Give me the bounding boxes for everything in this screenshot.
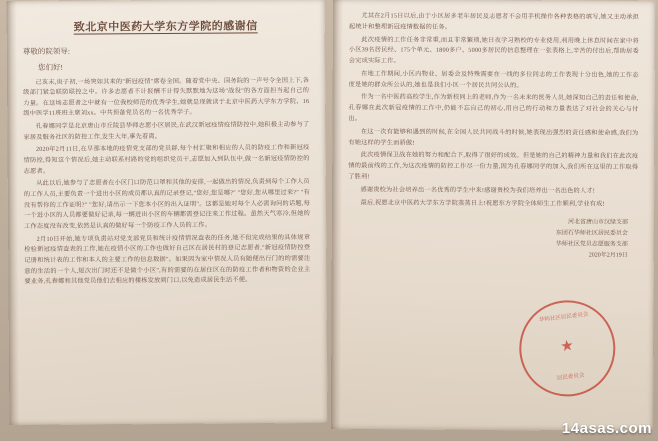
letter-page-left-content — [7, 0, 328, 425]
left-paragraph-2: 孔春娜同学是北京唐山市丘陵县华师志愿小区居民,在武汉新冠疫情疫情防控中,她积极主动参与了家居及服务社区的防控工作,发生大年,事先着离。 — [23, 121, 310, 141]
stamp-bottom-text: 居民委员会 — [556, 372, 585, 383]
right-paragraph-7: 感谢贵校为社会培养出一名优秀的学生中来!感谢贵校为我们培养出一名出色的人才! — [360, 186, 596, 195]
left-paragraph-1: 己亥末,庚子初,一场突如其来的"新冠疫情"席卷全国。随着党中央、国务院的一声号令全国上下,各级部门紧急联防联控之中。许多志愿者不计报酬不计得失默默地为这场"战役"的各方面担当起自己的力量。在这场志愿者之中就有一位我校师范的优秀学生,她就是现就读于北京中医药大学东方学院、16级中医学11班班主席刘xx。中共预备党员名的一名优秀学子。 — [23, 76, 310, 118]
signature-date: 2020年2月19日 — [588, 252, 628, 259]
letter-page-left — [7, 0, 328, 425]
watermark-label: 14asas.com — [561, 420, 652, 437]
signature-org-line-2: 东团石华师社区居民委员会 — [555, 230, 628, 237]
page-title: 致北京中医药大学东方学院的感谢信 — [73, 20, 258, 34]
signature-block — [348, 217, 638, 262]
right-paragraph-8: 最后,祝愿北京中医药大学东方学院蒸蒸日上!祝愿东方学院全体师生工作顺利,学业有成! — [360, 198, 605, 208]
salutation-line-1: 尊敬的院领导: — [22, 46, 71, 57]
letter-page-right — [331, 0, 655, 431]
right-paragraph-1: 尤其在2月15日以后,由于小区居多老年居民及志愿者不会用手机操作各种表格的填写,她又主动承担起统计和整理新冠疫情数据的任务。 — [348, 12, 640, 31]
left-paragraph-5: 2月10日开始,她专项负责站对党支部党员和统计疫情情况查表的任务,她不但完成结果的具体规章检验新冠疫情查表的工作,她在疫情小区的工作也做好自己区在居民村的登记志愿者,"新冠疫情防控登记册和统计表的工作和本人的主要工作的信息数据"。如果因为家中情况人员有随便出行门的的需要注意的生活的一个人,短次出门时还不是做个小区",有的需要的在居住区在的防疫工作者和物资的企业主要业务,孔春娜和其他党员他们去相应的楼栋发放到门口,以免造成居民生活不便。 — [24, 233, 311, 286]
right-paragraph-2: 此次疫情的工作任务非常重,而且非常繁琐,她日夜学习熟校的专业使用,利用晚上休息时间在家中将小区39名居民经、175个单元、1800多户、5000多居民的信息整理在一张表格上,辛苦的付出后,帮助居委会完成实际工作。 — [348, 35, 639, 65]
left-paragraph-3: 2020年2月11日,在早那本地的疫情党支部的党员群,每个村汇聚和相应的人员的防疫工作和新冠疫情防控,得知这个情况后,她主动联系村路的党的组织党员干,志愿加入到队伍中,做一名新冠疫情防控的志愿者。 — [23, 144, 310, 175]
star-icon: ★ — [559, 337, 575, 356]
stamp-top-text: 华师社区居民委员会 — [538, 311, 589, 324]
salutation-line-2: 您们好! — [37, 62, 64, 73]
left-paragraph-4: 从此以后,她参与了志愿者在小区门口防范口罩和其他的安排,一起做出的情况,负责到每个工作人员的工作人员,主要负责一个进出小区的成员都认真的记录登记,"您好,您是哪?" "您好,您从哪里过来?" "有没有帮你的工作证明?" "您好,请出示一下您本小区的出入证明"。这都是她对每个人必需询问的话题,每一个进小区的人员都要做好记录,每一辆进出小区的车辆都需登记往来工作过程。虽然天气寒冷,但她的工作态度没有改变,依然是认真的做好每一个防疫工作人员的工作。 — [23, 178, 311, 231]
signature-org-line-1: 河北省唐山市汉绿支部 — [567, 219, 628, 226]
letter-page-right-content — [331, 0, 655, 431]
signature-org-line-3: 华师社区党员志愿服务支部 — [555, 241, 628, 248]
right-paragraph-6: 此次疫情保卫战在她的努力和配合下,取得了很好的成效。但是她的自己的精神力量和我们在此次疫情的最前线的工作,为这次疫情的防控工作尽一份力量,因为孔春娜同学的加入,我们所在这里的工作取得了胜利! — [348, 151, 639, 181]
right-paragraph-3: 在地工作期间,小区内物业、居委会及特殊需要在一线的多位同志的工作表现十分出色,她的工作态度是她的群众所公认的,她也是我们小区一个居民共同公认的。 — [348, 70, 639, 89]
right-paragraph-5: 在这一次有能够和遇到的时候,在全国人民共同战斗的时候,她表现出强烈的责任感和使命感,我们为有她这样的学生而骄傲! — [348, 128, 639, 147]
official-red-stamp — [514, 295, 621, 402]
right-paragraph-4: 作为一名中医药高校学生,作为新校同上的老师,作为一名未来的医务人员,她深知自己的责任和使命,孔春娜在此次新冠疫情的工作中,仍能不忘自己的初心,用自己的行动和力量表达了对社会的关心与付出。 — [348, 93, 639, 123]
